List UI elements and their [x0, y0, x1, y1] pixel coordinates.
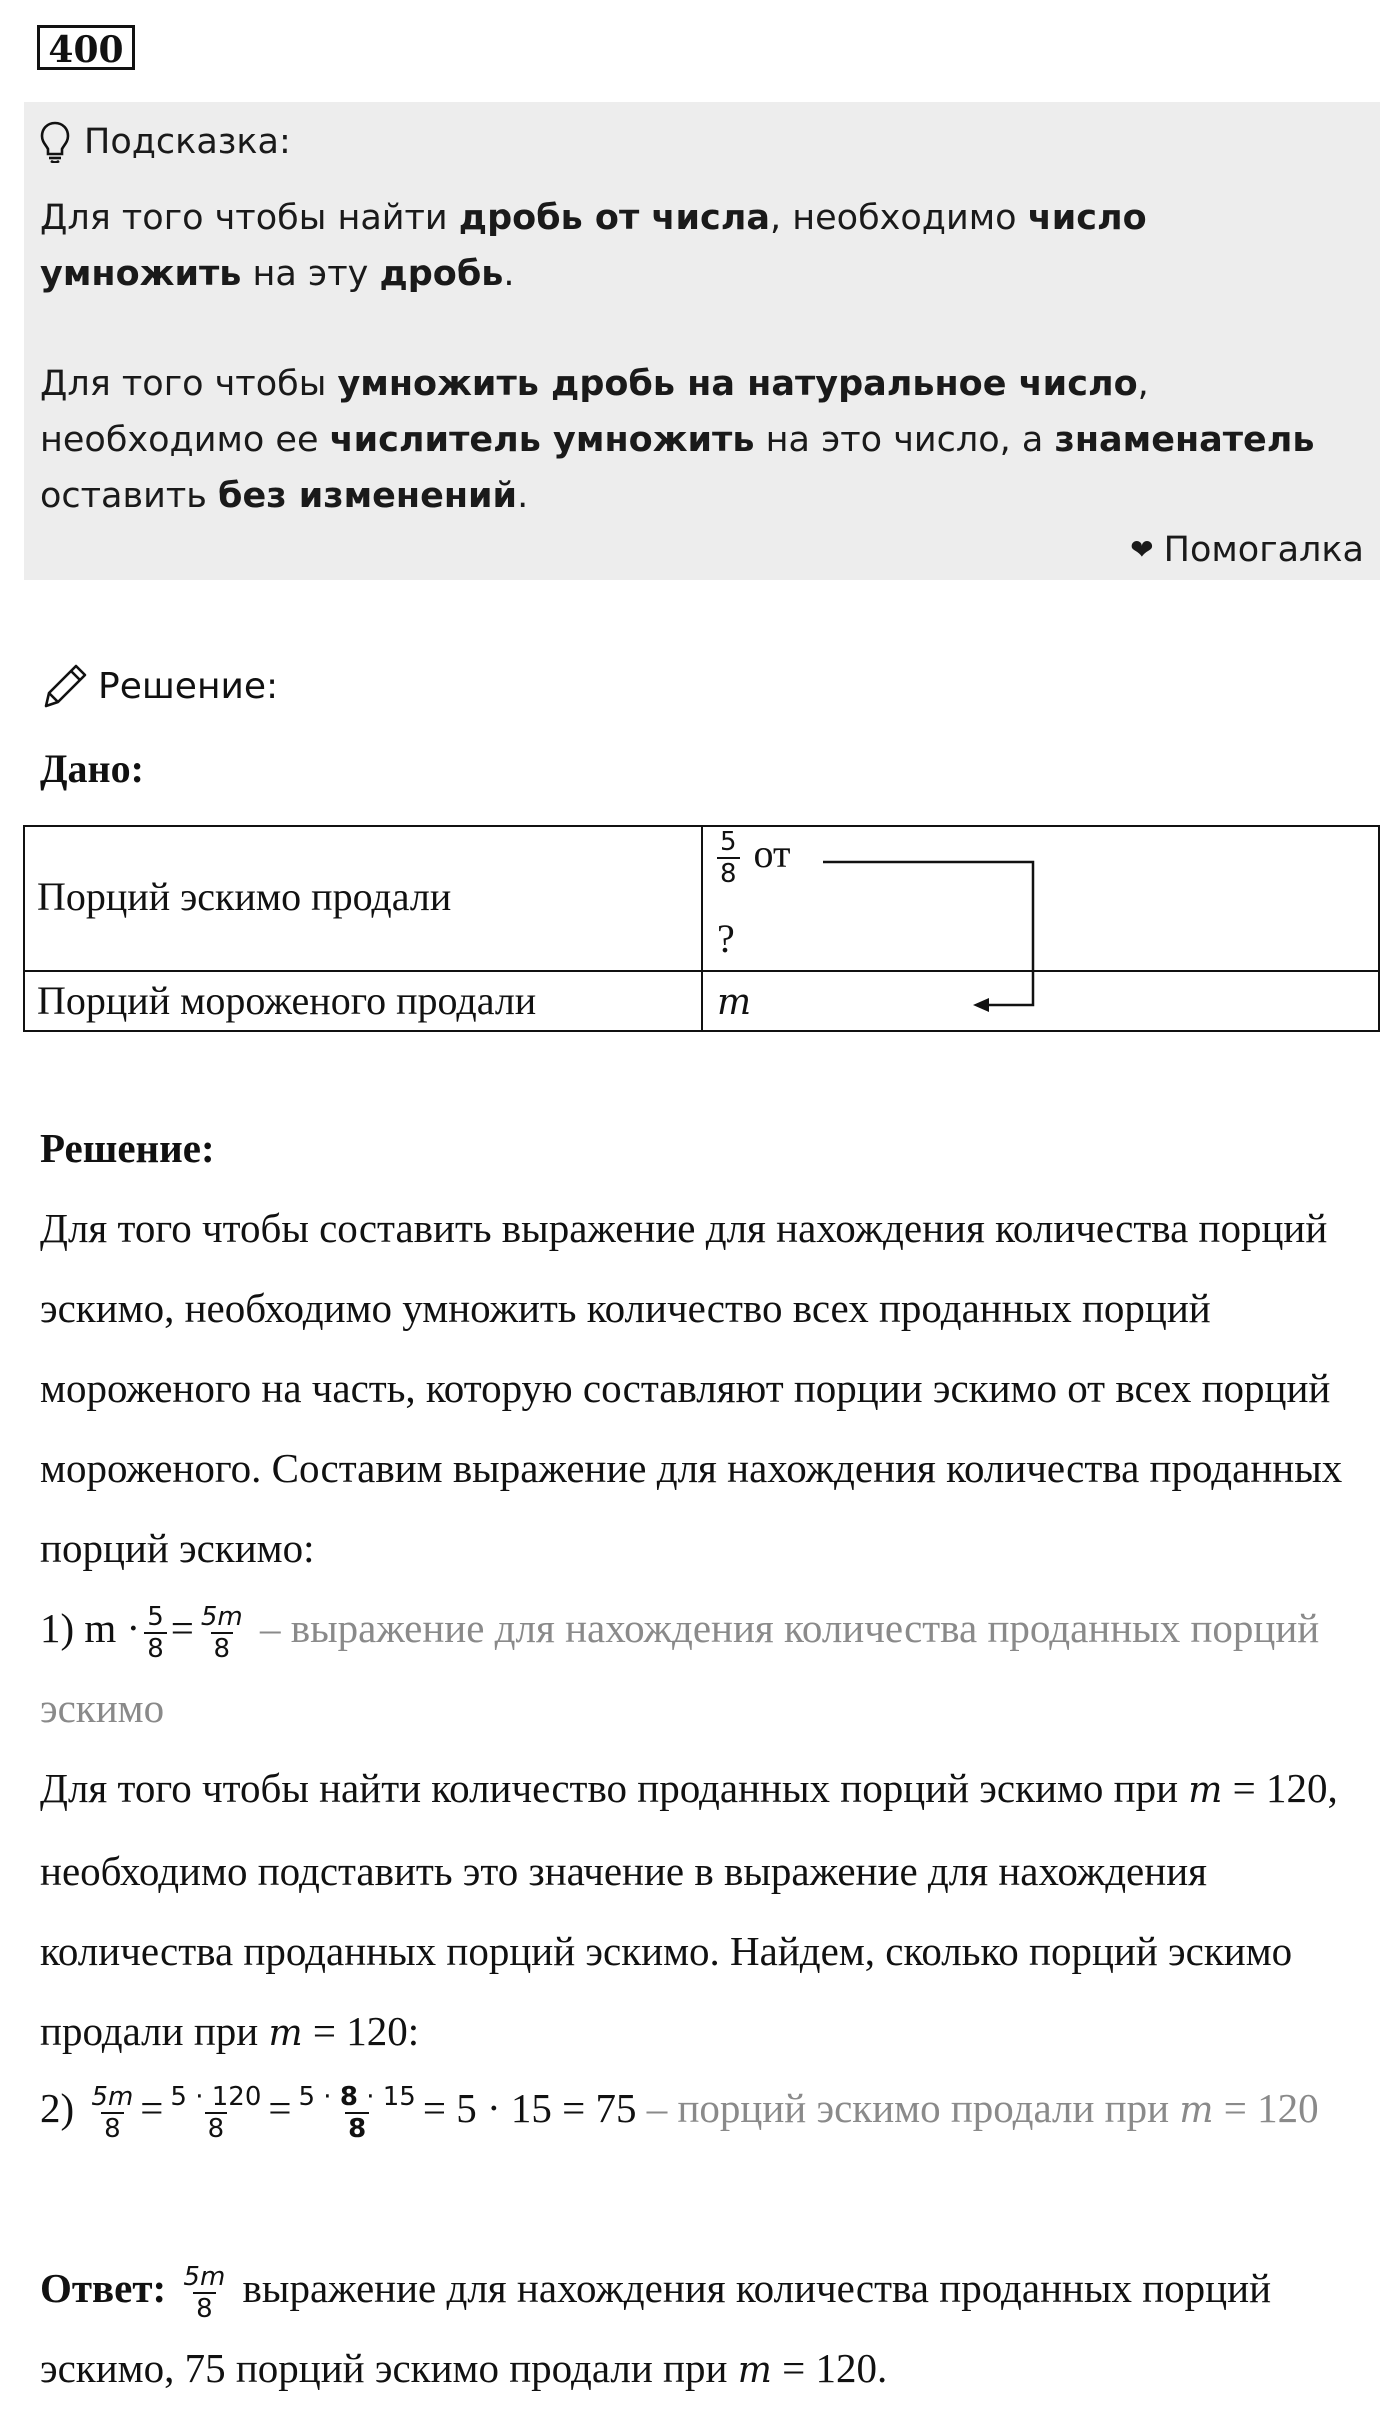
given-row-2-value: m [717, 982, 752, 1023]
given-title: Дано: [40, 746, 144, 791]
lightbulb-icon [40, 121, 70, 163]
brand-signature [1130, 522, 1364, 578]
fraction: $\frac{5m}{8}$ [200, 1601, 243, 1664]
task-number: 400 [37, 25, 135, 70]
hint-text-segment: число умножить [40, 198, 1147, 294]
hint-text-segment: знаменатель [1054, 420, 1315, 460]
fraction: $\frac{5}{8}$ [144, 1602, 167, 1664]
fraction: $\frac{5 \cdot 8 \cdot 15}{8}$ [298, 2081, 416, 2144]
step-2: 2) $\frac{5m}{8}$ = $\frac{5 \cdot 120}{8}$ = $\frac{5 \cdot 8 \cdot 15}{8}$ = 5 · 15 = 75 – порций эскимо продали при m = 120 [40, 2081, 1319, 2144]
step-1: 1) m · $\frac{5}{8}$ = $\frac{5m}{8}$ – выражение для нахождения количества проданных порций эскимо [40, 1601, 1320, 1731]
hint-text-segment: на эту [241, 254, 380, 294]
brand-name: Помогалка [1163, 530, 1364, 570]
given-row-2-label: Порций мороженого продали [37, 978, 537, 1023]
hint-text-segment: . [517, 476, 529, 516]
fraction: $\frac{5m}{8}$ [91, 2081, 134, 2144]
fraction: $\frac{5 \cdot 120}{8}$ [170, 2081, 262, 2144]
hint-text-segment: умножить дробь на натуральное число [337, 364, 1138, 404]
heart-icon: ❤ [1130, 533, 1154, 566]
answer-label: Ответ: [40, 2265, 167, 2311]
hint-text-segment: числитель умножить [329, 420, 755, 460]
hint-paragraph-1 [40, 190, 1360, 302]
step-1-comment: – выражение для нахождения количества проданных порций эскимо [40, 1605, 1320, 1731]
hint-text-segment: дробь [379, 254, 504, 294]
solution-header [40, 660, 278, 712]
hint-text-segment: . [503, 254, 515, 294]
hint-title [40, 114, 291, 170]
hint-text-segment: Для того чтобы [40, 364, 338, 404]
solution-title: Решение: [40, 1125, 215, 1171]
hint-text-segment: на это число, а [754, 420, 1055, 460]
hint-box [24, 102, 1380, 580]
solution-header-text: Решение: [98, 665, 279, 707]
fraction: $\frac{5m}{8}$ [183, 2261, 226, 2324]
given-table [23, 825, 1380, 1032]
hint-title-text: Подсказка: [84, 122, 291, 162]
hint-text-segment: дробь от числа [458, 198, 770, 238]
hint-paragraph-2 [40, 356, 1360, 524]
hint-text-segment: оставить [40, 476, 219, 516]
hint-text-segment: , необходимо ее [40, 364, 1149, 460]
answer: Ответ: $\frac{5m}{8}$ выражение для нахождения количества проданных порций эскимо, 75 порций эскимо продали при m = 120. [40, 2261, 1272, 2391]
given-row-1-question: ? [717, 916, 735, 961]
hint-text-segment: , необходимо [770, 198, 1028, 238]
hint-text-segment: Для того чтобы найти [40, 198, 459, 238]
step-2-comment: – порций эскимо продали при m = 120 [646, 2085, 1319, 2131]
solution-paragraph-2: Для того чтобы найти количество проданных порций эскимо при m = 120, необходимо подставить это значение в выражение для нахождения количества проданных порций эскимо. Найдем, сколько порций эскимо продали при m = 120: [40, 1765, 1338, 2054]
solution-intro: Для того чтобы составить выражение для нахождения количества порций эскимо, необходимо умножить количество всех проданных порций мороженого на часть, которую составляют порции эскимо от всех порций мороженого. Составим выражение для нахождения количества проданных порций эскимо: [40, 1205, 1343, 1571]
hint-text-segment: без изменений [218, 476, 518, 516]
arrow-connector [23, 825, 1380, 1032]
given-row-1-label: Порций эскимо продали [37, 874, 452, 919]
fraction: $\frac{5}{8}$ [717, 827, 740, 889]
pencil-icon [40, 660, 90, 712]
given-row-1-value: $\frac{5}{8}$ от [713, 827, 791, 889]
